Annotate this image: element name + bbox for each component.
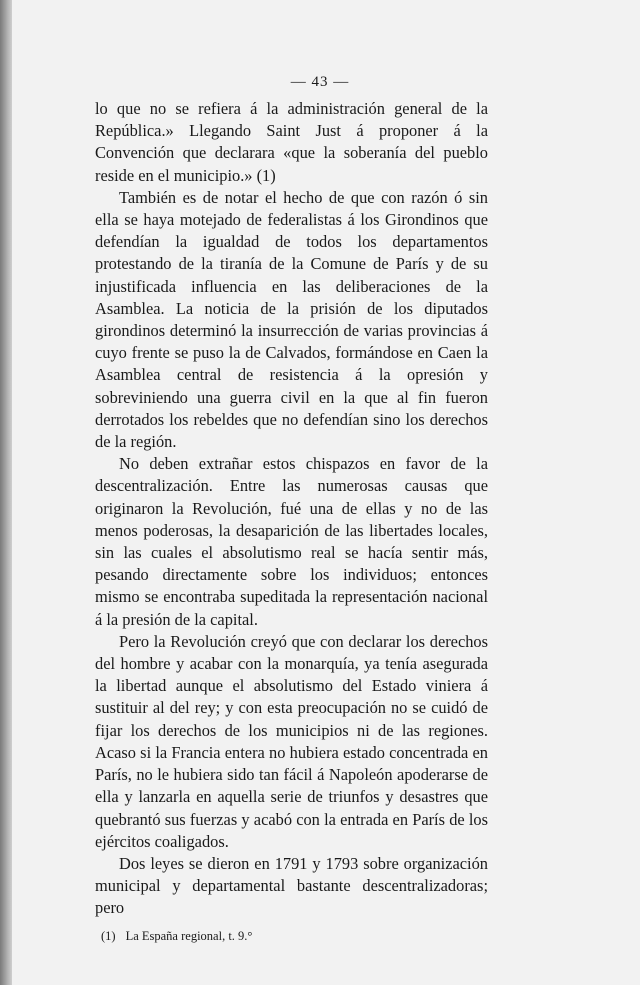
paragraph-1: lo que no se refiera á la administración general de la República.» Llegando Saint Just á proponer á la Convención que declarara «que la soberanía del pueblo reside en el municipio.» (1) <box>95 99 488 185</box>
paragraph-4: Pero la Revolución creyó que con declarar los derechos del hombre y acabar con la monarquía, ya tenía asegurada la libertad aunque el absolutismo del Estado viniera á sustituir al del rey; y con esta preocupación no se cuidó de fijar los derechos de los municipios ni de las regiones. Acaso si la Francia entera no hubiera estado concentrada en París, no le hubiera sido tan fácil á Napoleón apoderarse de ella y lanzarla en aquella serie de triunfos y desastres que quebrantó sus fuerzas y acabó con la entrada en París de los ejércitos coaligados. <box>95 631 488 851</box>
paragraph-5: Dos leyes se dieron en 1791 y 1793 sobre organización municipal y departamental bastante descentralizadoras; pero <box>95 853 488 918</box>
paragraph-3: No deben extrañar estos chispazos en favor de la descentralización. Entre las numerosas causas que originaron la Revolución, fué una de ellas y no de las menos poderosas, la desaparición de las libertades locales, sin las cuales el absolutismo real se hacía sentir más, pesando directamente sobre los individuos; entonces mismo se encontraba supeditada la representación nacional á la presión de la capital. <box>95 454 488 629</box>
paragraph-2: También es de notar el hecho de que con razón ó sin ella se haya motejado de federalistas á los Girondinos que defendían la igualdad de todos los departamentos protestando de la tiranía de la Comune de París y de su injustificada influencia en las deliberaciones de la Asamblea. La noticia de la prisión de los diputados girondinos determinó la insurrección de varias provincias á cuyo frente se puso la de Calvados, formándose en Caen la Asamblea central de resistencia á la opresión y sobreviniendo una guerra civil en la que al fin fueron derrotados los rebeldes que no defendían sino los derechos de la región. <box>95 187 488 452</box>
page-number: — 43 — <box>290 74 350 90</box>
footnote-mark: (1) <box>101 928 116 943</box>
footnote-text: La España regional, t. 9.° <box>125 928 253 943</box>
body-text <box>95 98 488 944</box>
footnote <box>95 928 488 944</box>
